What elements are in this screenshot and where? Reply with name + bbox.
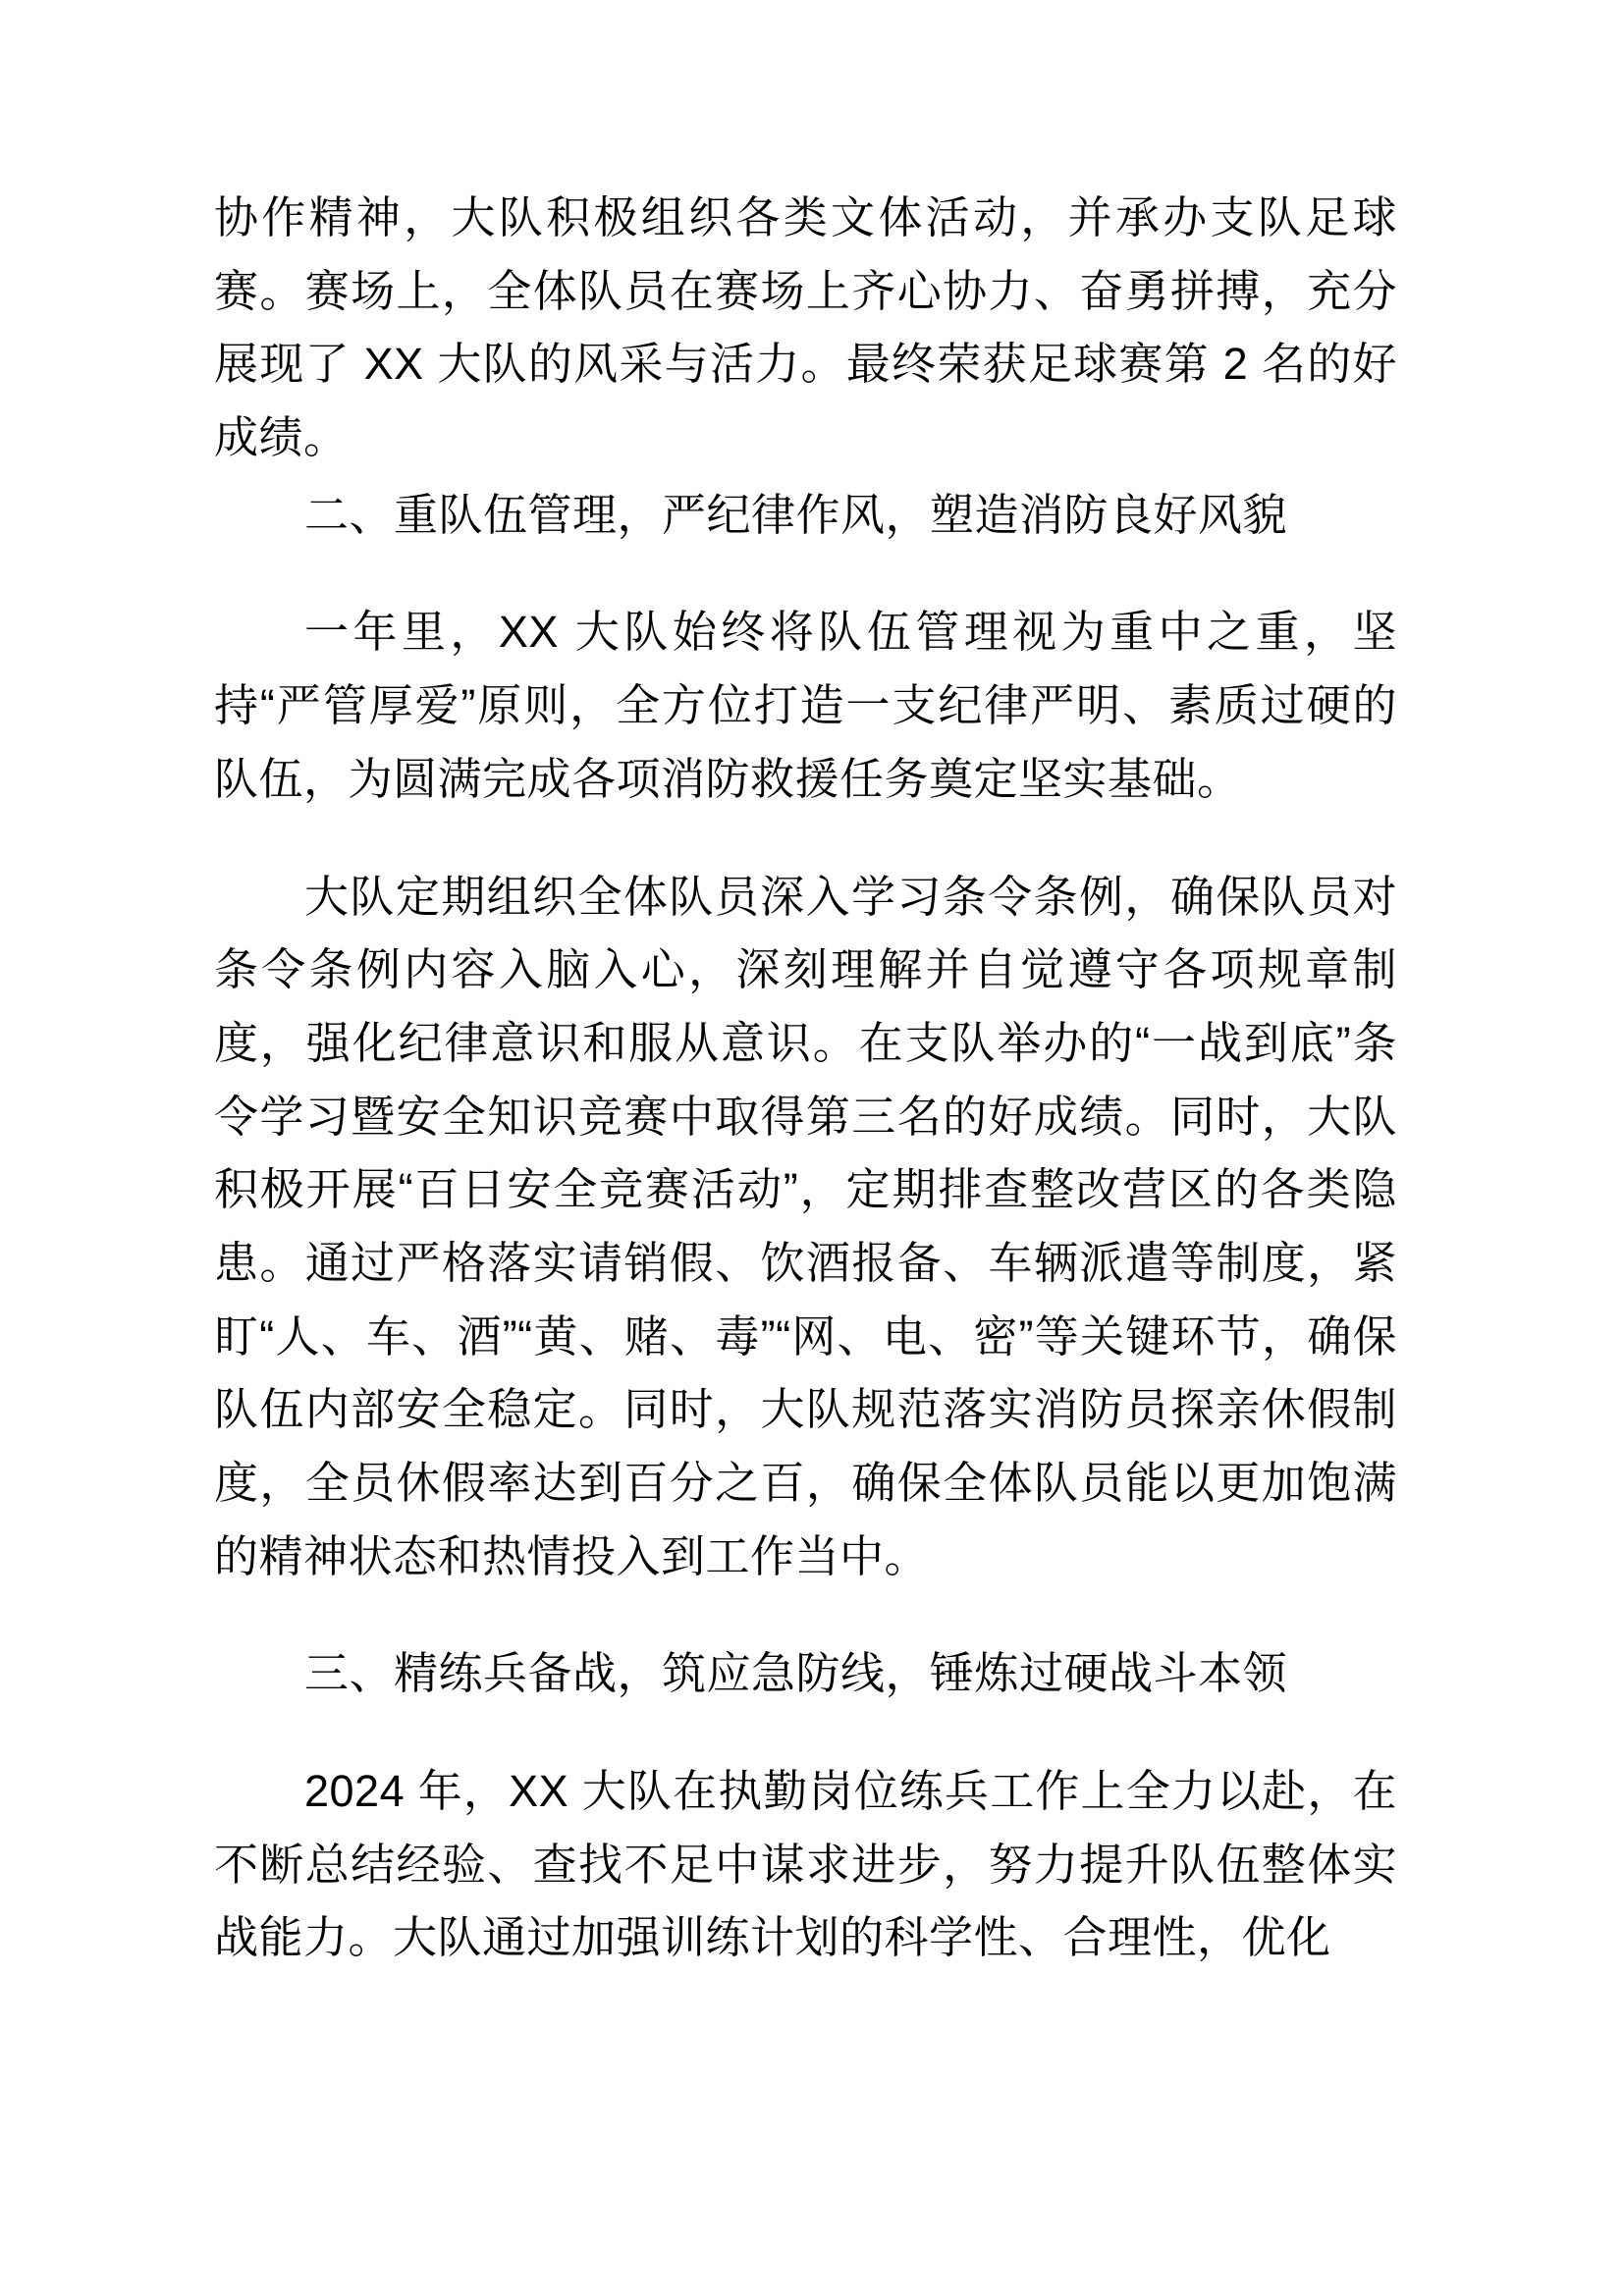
document-body: [214, 182, 1397, 1975]
paragraph-team-management-intro: 一年里，XX 大队始终将队伍管理视为重中之重，坚持“严管厚爱”原则，全方位打造一支纪律严明、素质过硬的队伍，为圆满完成各项消防救援任务奠定坚实基础。: [214, 607, 1397, 804]
paragraph-training-readiness: 2024 年，XX 大队在执勤岗位练兵工作上全力以赴，在不断总结经验、查找不足中谋求进步，努力提升队伍整体实战能力。大队通过加强训练计划的科学性、合理性，优化: [214, 1766, 1397, 1963]
paragraph-continuation: 协作精神，大队积极组织各类文体活动，并承办支队足球赛。赛场上，全体队员在赛场上齐心协力、奋勇拼搏，充分展现了 XX 大队的风采与活力。最终荣获足球赛第 2 名的好成绩。: [214, 192, 1397, 463]
section-heading-two: 二、重队伍管理，严纪律作风，塑造消防良好风貌: [304, 489, 1288, 540]
paragraph-discipline-details: 大队定期组织全体队员深入学习条令条例，确保队员对条令条例内容入脑入心，深刻理解并自觉遵守各项规章制度，强化纪律意识和服从意识。在支队举办的“一战到底”条令学习暨安全知识竞赛中取得第三名的好成绩。同时，大队积极开展“百日安全竞赛活动”，定期排查整改营区的各类隐患。通过严格落实请销假、饮酒报备、车辆派遣等制度，紧盯“人、车、酒”“黄、赌、毒”“网、电、密”等关键环节，确保队伍内部安全稳定。同时，大队规范落实消防员探亲休假制度，全员休假率达到百分之百，确保全体队员能以更加饱满的精神状态和热情投入到工作当中。: [214, 871, 1397, 1581]
section-heading-three: 三、精练兵备战，筑应急防线，锤炼过硬战斗本领: [304, 1648, 1288, 1699]
